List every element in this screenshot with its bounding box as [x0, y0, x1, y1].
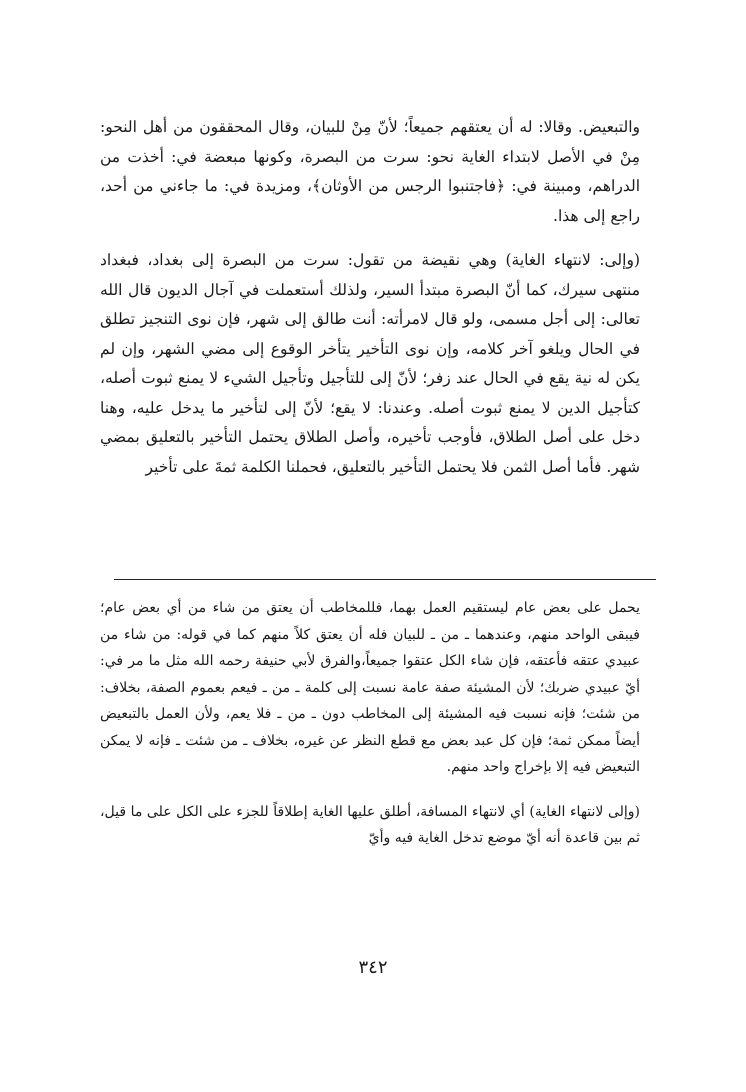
- footnote-paragraph: يحمل على بعض عام ليستقيم العمل بهما، فللمخاطب أن يعتق من شاء من أي بعض عام؛ فيبقى الواحد منهم، وعندهما ـ من ـ للبيان فله أن يعتق كلاً منهم كما في قوله: من شاء من عبيدي عتقه فأعتقه، فإن شاء الكل عتقوا جميعاً،والفرق لأبي حنيفة رحمه الله مثل ما مر في: أيّ عبيدي ضربك؛ لأن المشيئة صفة عامة نسبت إلى كلمة ـ من ـ فيعم بعموم الصفة، بخلاف: من شئت؛ فإنه نسبت فيه المشيئة إلى المخاطب دون ـ من ـ فلا يعم، ولأن العمل بالتبعيض أيضاً ممكن ثمة؛ فإن كل عبد بعض مع قطع النظر عن غيره، بخلاف ـ من شئت ـ فإنه لا يمكن التبعيض فيه إلا بإخراج واحد منهم.: [100, 600, 640, 775]
- main-paragraph: (وإلى: لانتهاء الغاية) وهي نقيضة من تقول: سرت من البصرة إلى بغداد، فبغداد منتهى سيرك، كما أنّ البصرة مبتدأ السير، ولذلك أستعملت في آجال الديون قال الله تعالى: إلى أجل مسمى، ولو قال لامرأته: أنت طالق إلى شهر، فإن نوى التنجيز تطلق في الحال ويلغو آخر كلامه، وإن نوى التأخير يتأخر الوقوع إلى مضي الشهر، وإن لم يكن له نية يقع في الحال عند زفر؛ لأنّ إلى للتأجيل وتأجيل الشيء لا يمنع ثبوت أصله، كتأجيل الدين لا يمنع ثبوت أصله. وعندنا: لا يقع؛ لأنّ إلى لتأخير ما يدخل عليه، وهنا دخل على أصل الطلاق، فأوجب تأخيره، وأصل الطلاق يحتمل التأخير بالتعليق بمضي شهر. فأما أصل الثمن فلا يحتمل التأخير بالتعليق، فحملنا الكلمة ثمةَ على تأخير: [100, 251, 640, 476]
- footnotes: [100, 595, 640, 852]
- main-paragraph: والتبعيض. وقالا: له أن يعتقهم جميعاً؛ لأنّ مِنْ للبيان، وقال المحققون من أهل النحو: مِنْ في الأصل لابتداء الغاية نحو: سرت من البصرة، وكونها مبعضة في: أخذت من الدراهم، ومبينة في: ﴿فاجتنبوا الرجس من الأوثان﴾، ومزيدة في: ما جاءني من أحد، راجع إلى هذا.: [100, 118, 640, 225]
- footnote-separator: [114, 579, 656, 580]
- footnote-paragraph: (وإلى لانتهاء الغاية) أي لانتهاء المسافة، أطلق عليها الغاية إطلاقاً للجزء على الكل على ما قيل، ثم بين قاعدة أنه أيّ موضع تدخل الغاية فيه وأيّ: [100, 803, 640, 846]
- page-number: ٣٤٢: [358, 957, 388, 978]
- main-text: [100, 113, 640, 482]
